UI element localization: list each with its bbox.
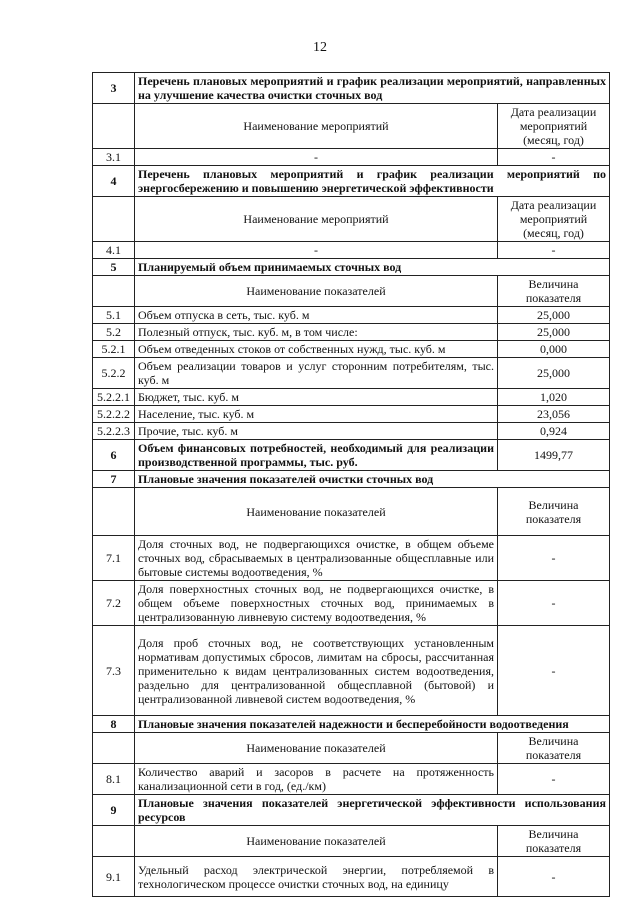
- item-name: Удельный расход электрической энергии, потребляемой в технологическом процессе очистки сточных вод, на единицу: [135, 857, 498, 897]
- item-name: -: [135, 242, 498, 259]
- section-title: Плановые значения показателей очистки сточных вод: [135, 471, 610, 488]
- section-row: [93, 716, 610, 733]
- empty-cell: [93, 276, 135, 307]
- item-value: 23,056: [498, 406, 610, 423]
- table-row: [93, 406, 610, 423]
- section-row: [93, 166, 610, 197]
- item-value: 25,000: [498, 307, 610, 324]
- table-row: [93, 324, 610, 341]
- item-number: 5.2.1: [93, 341, 135, 358]
- item-number: 5.2.2.1: [93, 389, 135, 406]
- table-body: [93, 73, 610, 897]
- table-row: [93, 440, 610, 471]
- table-row: [93, 358, 610, 389]
- item-number: 5.2.2.3: [93, 423, 135, 440]
- item-name: Объем реализации товаров и услуг сторонним потребителям, тыс. куб. м: [135, 358, 498, 389]
- item-number: 5.2: [93, 324, 135, 341]
- column-header-row: [93, 104, 610, 149]
- column-header-value: Дата реализации мероприятий (месяц, год): [498, 197, 610, 242]
- empty-cell: [93, 488, 135, 536]
- column-header-value: Дата реализации мероприятий (месяц, год): [498, 104, 610, 149]
- item-number: 5.2.2.2: [93, 406, 135, 423]
- item-value: 1,020: [498, 389, 610, 406]
- table-row: [93, 581, 610, 626]
- item-number: 6: [93, 440, 135, 471]
- item-number: 7.1: [93, 536, 135, 581]
- table-row: [93, 242, 610, 259]
- item-name: Полезный отпуск, тыс. куб. м, в том числе:: [135, 324, 498, 341]
- item-number: 3.1: [93, 149, 135, 166]
- column-header-value: Величина показателя: [498, 488, 610, 536]
- section-title: Плановые значения показателей энергетической эффективности использования ресурсов: [135, 795, 610, 826]
- item-number: 5.1: [93, 307, 135, 324]
- table-row: [93, 626, 610, 716]
- table-row: [93, 857, 610, 897]
- section-row: [93, 73, 610, 104]
- item-name: Доля поверхностных сточных вод, не подвергающихся очистке, в общем объеме поверхностных сточных вод, принимаемых в централизованную ливневую систему водоотведения, %: [135, 581, 498, 626]
- section-number: 5: [93, 259, 135, 276]
- item-value: -: [498, 149, 610, 166]
- item-name: Население, тыс. куб. м: [135, 406, 498, 423]
- table-row: [93, 536, 610, 581]
- item-name: Объем отведенных стоков от собственных нужд, тыс. куб. м: [135, 341, 498, 358]
- column-header-name: Наименование показателей: [135, 488, 498, 536]
- section-title: Перечень плановых мероприятий и график реализации мероприятий, направленных на улучшение качества очистки сточных вод: [135, 73, 610, 104]
- section-number: 9: [93, 795, 135, 826]
- table-row: [93, 307, 610, 324]
- column-header-name: Наименование показателей: [135, 826, 498, 857]
- empty-cell: [93, 733, 135, 764]
- column-header-row: [93, 276, 610, 307]
- section-number: 7: [93, 471, 135, 488]
- section-number: 4: [93, 166, 135, 197]
- item-value: 0,924: [498, 423, 610, 440]
- column-header-row: [93, 488, 610, 536]
- item-name: Объем финансовых потребностей, необходимый для реализации производственной программы, тыс. руб.: [135, 440, 498, 471]
- item-value: -: [498, 581, 610, 626]
- column-header-value: Величина показателя: [498, 733, 610, 764]
- item-name: -: [135, 149, 498, 166]
- item-name: Доля проб сточных вод, не соответствующих установленным нормативам допустимых сбросов, лимитам на сбросы, рассчитанная применительно к видам централизованных систем водоотведения, раздельно для централизованной общесплавной (бытовой) и централизованной ливневой систем водоотведения, %: [135, 626, 498, 716]
- column-header-name: Наименование показателей: [135, 733, 498, 764]
- section-number: 3: [93, 73, 135, 104]
- item-value: 1499,77: [498, 440, 610, 471]
- item-number: 7.3: [93, 626, 135, 716]
- column-header-name: Наименование мероприятий: [135, 197, 498, 242]
- item-value: -: [498, 857, 610, 897]
- column-header-name: Наименование мероприятий: [135, 104, 498, 149]
- section-title: Плановые значения показателей надежности и бесперебойности водоотведения: [135, 716, 610, 733]
- table-row: [93, 149, 610, 166]
- item-name: Бюджет, тыс. куб. м: [135, 389, 498, 406]
- item-value: 25,000: [498, 324, 610, 341]
- section-row: [93, 259, 610, 276]
- empty-cell: [93, 197, 135, 242]
- item-number: 4.1: [93, 242, 135, 259]
- table-row: [93, 389, 610, 406]
- column-header-name: Наименование показателей: [135, 276, 498, 307]
- table-row: [93, 423, 610, 440]
- column-header-row: [93, 826, 610, 857]
- item-value: -: [498, 242, 610, 259]
- item-name: Количество аварий и засоров в расчете на протяженность канализационной сети в год, (ед./км): [135, 764, 498, 795]
- item-value: -: [498, 536, 610, 581]
- item-value: 0,000: [498, 341, 610, 358]
- item-value: 25,000: [498, 358, 610, 389]
- table-row: [93, 764, 610, 795]
- page-number: 12: [313, 40, 327, 55]
- column-header-row: [93, 197, 610, 242]
- section-row: [93, 795, 610, 826]
- column-header-row: [93, 733, 610, 764]
- empty-cell: [93, 826, 135, 857]
- table-row: [93, 341, 610, 358]
- column-header-value: Величина показателя: [498, 826, 610, 857]
- item-number: 8.1: [93, 764, 135, 795]
- empty-cell: [93, 104, 135, 149]
- section-title: Перечень плановых мероприятий и график реализации мероприятий по энергосбережению и повышению энергетической эффективности: [135, 166, 610, 197]
- item-value: -: [498, 764, 610, 795]
- item-number: 5.2.2: [93, 358, 135, 389]
- item-name: Объем отпуска в сеть, тыс. куб. м: [135, 307, 498, 324]
- item-number: 9.1: [93, 857, 135, 897]
- section-title: Планируемый объем принимаемых сточных вод: [135, 259, 610, 276]
- section-row: [93, 471, 610, 488]
- item-value: -: [498, 626, 610, 716]
- item-name: Доля сточных вод, не подвергающихся очистке, в общем объеме сточных вод, сбрасываемых в централизованные общесплавные или бытовые системы водоотведения, %: [135, 536, 498, 581]
- column-header-value: Величина показателя: [498, 276, 610, 307]
- section-number: 8: [93, 716, 135, 733]
- item-name: Прочие, тыс. куб. м: [135, 423, 498, 440]
- production-program-table: [92, 72, 610, 897]
- item-number: 7.2: [93, 581, 135, 626]
